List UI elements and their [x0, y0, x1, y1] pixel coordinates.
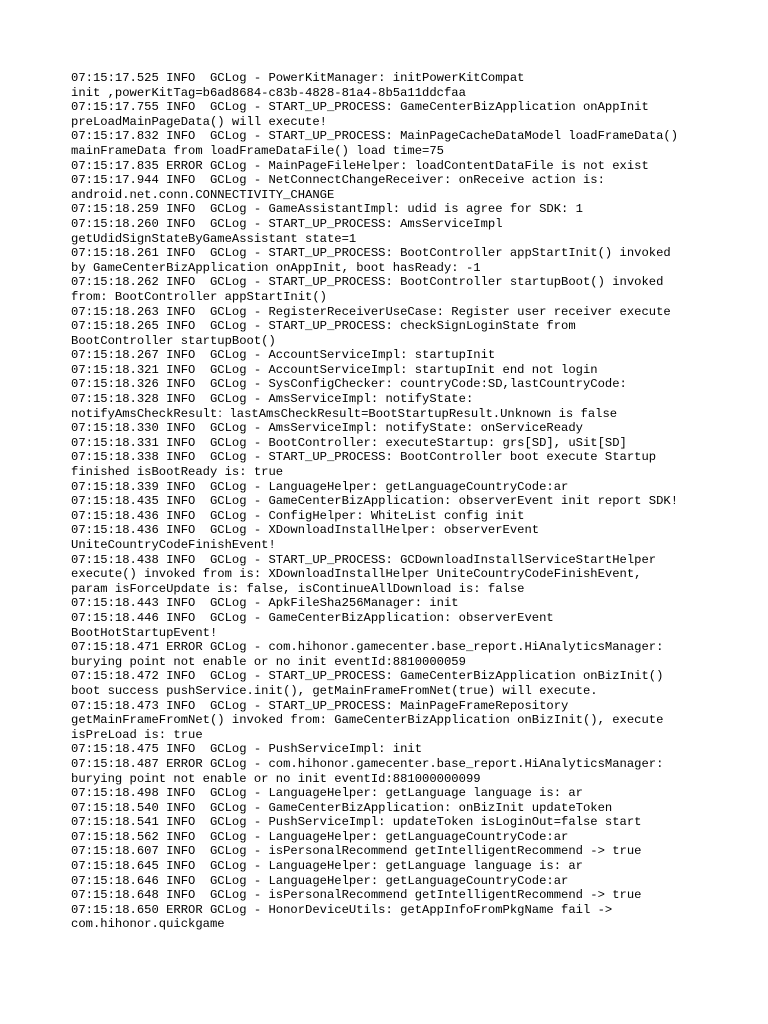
log-line: 07:15:17.832 INFO GCLog - START_UP_PROCESS: MainPageCacheDataModel loadFrameData() — [71, 129, 679, 144]
log-line: 07:15:17.755 INFO GCLog - START_UP_PROCESS: GameCenterBizApplication onAppInit — [71, 100, 649, 115]
log-line: burying point not enable or no init eventId:8810000059 — [71, 654, 466, 669]
log-line: UniteCountryCodeFinishEvent! — [71, 538, 276, 552]
log-line: 07:15:18.330 INFO GCLog - AmsServiceImpl: notifyState: onServiceReady — [71, 421, 583, 436]
log-line: 07:15:18.475 INFO GCLog - PushServiceImpl: init — [71, 742, 423, 757]
log-line: BootController startupBoot() — [71, 333, 276, 348]
log-line: 07:15:18.471 ERROR GCLog - com.hihonor.gamecenter.base_report.HiAnalyticsManager: — [71, 640, 664, 655]
log-line: 07:15:18.436 INFO GCLog - XDownloadInstallHelper: observerEvent — [71, 523, 540, 538]
log-line: 07:15:18.339 INFO GCLog - LanguageHelper: getLanguageCountryCode:ar — [71, 479, 569, 494]
log-document — [71, 71, 731, 932]
log-line: com.hihonor.quickgame — [71, 917, 225, 932]
log-line: 07:15:18.446 INFO GCLog - GameCenterBizApplication: observerEvent — [71, 610, 554, 625]
log-line: by GameCenterBizApplication onAppInit, boot hasReady: -1 — [71, 260, 481, 275]
log-line: 07:15:18.562 INFO GCLog - LanguageHelper: getLanguageCountryCode:ar — [71, 829, 569, 844]
log-line: 07:15:18.487 ERROR GCLog - com.hihonor.gamecenter.base_report.HiAnalyticsManager: — [71, 756, 664, 771]
log-line: 07:15:17.944 INFO GCLog - NetConnectChangeReceiver: onReceive action is: — [71, 173, 605, 188]
log-line: 07:15:18.438 INFO GCLog - START_UP_PROCESS: GCDownloadInstallServiceStartHelper — [71, 552, 657, 567]
log-line: 07:15:18.331 INFO GCLog - BootController: executeStartup: grs[SD], uSit[SD] — [71, 435, 627, 450]
log-line: 07:15:18.473 INFO GCLog - START_UP_PROCESS: MainPageFrameRepository — [71, 698, 569, 713]
log-line: BootHotStartupEvent! — [71, 625, 218, 640]
log-line: 07:15:18.541 INFO GCLog - PushServiceImpl: updateToken isLoginOut=false start — [71, 815, 642, 830]
log-line: boot success pushService.init(), getMainFrameFromNet(true) will execute. — [71, 683, 598, 698]
log-line: getMainFrameFromNet() invoked from: GameCenterBizApplication onBizInit(), execute — [71, 713, 664, 728]
log-line: android.net.conn.CONNECTIVITY_CHANGE — [71, 187, 335, 202]
log-line: 07:15:18.435 INFO GCLog - GameCenterBizApplication: observerEvent init report SDK! — [71, 494, 679, 509]
log-line: 07:15:18.259 INFO GCLog - GameAssistantImpl: udid is agree for SDK: 1 — [71, 202, 583, 217]
log-line: 07:15:18.262 INFO GCLog - START_UP_PROCESS: BootController startupBoot() invoked — [71, 275, 664, 290]
log-line: 07:15:18.261 INFO GCLog - START_UP_PROCESS: BootController appStartInit() invoked — [71, 246, 671, 261]
log-line: 07:15:17.525 INFO GCLog - PowerKitManager: initPowerKitCompat — [71, 71, 525, 85]
log-line: 07:15:18.260 INFO GCLog - START_UP_PROCESS: AmsServiceImpl — [71, 216, 503, 231]
log-line: 07:15:18.650 ERROR GCLog - HonorDeviceUtils: getAppInfoFromPkgName fail -> — [71, 902, 613, 917]
log-line: 07:15:18.540 INFO GCLog - GameCenterBizApplication: onBizInit updateToken — [71, 800, 613, 815]
log-line: 07:15:18.267 INFO GCLog - AccountServiceImpl: startupInit — [71, 348, 496, 363]
log-line: notifyAmsCheckResult：lastAmsCheckResult=BootStartupResult.Unknown is false — [71, 406, 618, 421]
log-line: execute() invoked from is: XDownloadInstallHelper UniteCountryCodeFinishEvent, — [71, 567, 642, 582]
log-line: mainFrameData from loadFrameDataFile() load time=75 — [71, 143, 444, 158]
log-line: 07:15:18.321 INFO GCLog - AccountServiceImpl: startupInit end not login — [71, 362, 598, 377]
log-line: finished isBootReady is: true — [71, 465, 284, 480]
log-line: 07:15:18.263 INFO GCLog - RegisterReceiverUseCase: Register user receiver execute — [71, 304, 671, 319]
log-line: preLoadMainPageData() will execute! — [71, 114, 327, 129]
log-line: getUdidSignStateByGameAssistant state=1 — [71, 231, 357, 246]
log-line: 07:15:18.645 INFO GCLog - LanguageHelper: getLanguage language is: ar — [71, 859, 583, 874]
log-line: 07:15:17.835 ERROR GCLog - MainPageFileHelper: loadContentDataFile is not exist — [71, 158, 649, 173]
log-line: 07:15:18.436 INFO GCLog - ConfigHelper: WhiteList config init — [71, 508, 525, 523]
log-line: isPreLoad is: true — [71, 727, 203, 742]
log-line: init ,powerKitTag=b6ad8684-c83b-4828-81a4-8b5a11ddcfaa — [71, 85, 466, 100]
log-line: 07:15:18.265 INFO GCLog - START_UP_PROCESS: checkSignLoginState from — [71, 319, 576, 334]
log-line: burying point not enable or no init eventId:881000000099 — [71, 771, 481, 786]
log-line: 07:15:18.443 INFO GCLog - ApkFileSha256Manager: init — [71, 596, 459, 611]
log-line: 07:15:18.328 INFO GCLog - AmsServiceImpl: notifyState: — [71, 392, 474, 407]
log-line: 07:15:18.338 INFO GCLog - START_UP_PROCESS: BootController boot execute Startup — [71, 450, 657, 465]
log-line: 07:15:18.648 INFO GCLog - isPersonalRecommend getIntelligentRecommend -> true — [71, 888, 642, 903]
log-line: from: BootController appStartInit() — [71, 289, 327, 304]
log-line: 07:15:18.472 INFO GCLog - START_UP_PROCESS: GameCenterBizApplication onBizInit() — [71, 669, 664, 684]
log-line: 07:15:18.607 INFO GCLog - isPersonalRecommend getIntelligentRecommend -> true — [71, 844, 642, 859]
log-line: 07:15:18.646 INFO GCLog - LanguageHelper: getLanguageCountryCode:ar — [71, 873, 569, 888]
log-line: param isForceUpdate is: false, isContinueAllDownload is: false — [71, 581, 525, 596]
log-line: 07:15:18.498 INFO GCLog - LanguageHelper: getLanguage language is: ar — [71, 786, 583, 801]
log-line: 07:15:18.326 INFO GCLog - SysConfigChecker: countryCode:SD,lastCountryCode: — [71, 377, 627, 392]
